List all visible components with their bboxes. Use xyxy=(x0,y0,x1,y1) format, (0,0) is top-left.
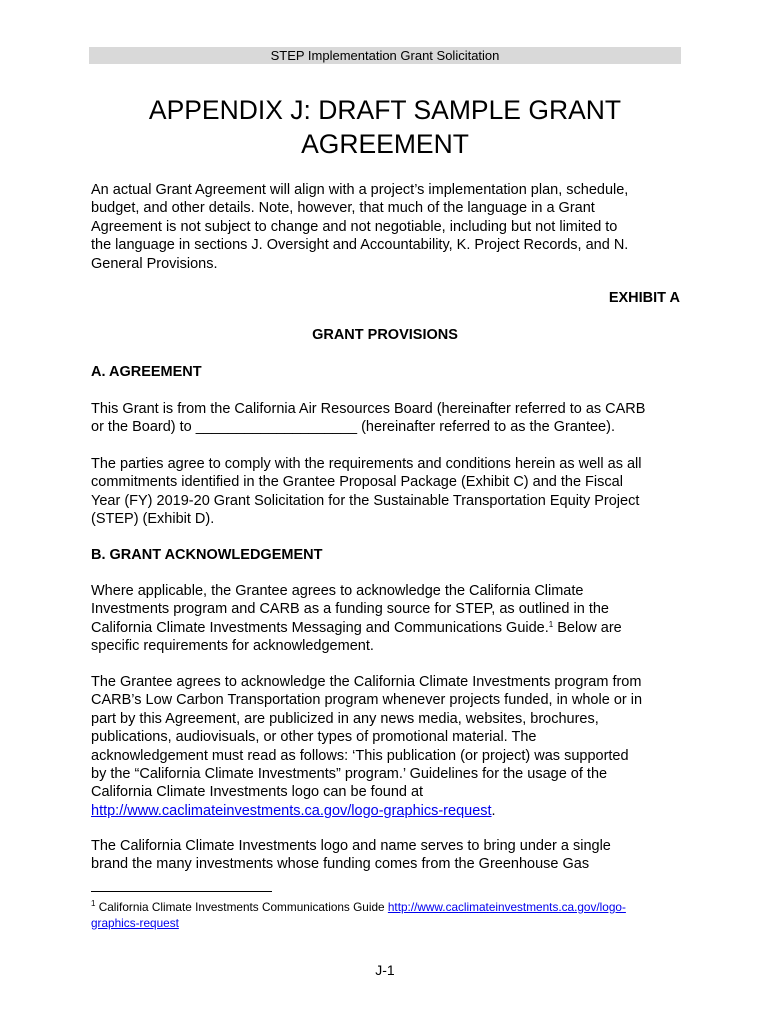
exhibit-label: EXHIBIT A xyxy=(608,290,680,306)
paragraph-line: brand the many investments whose funding comes from the Greenhouse Gas xyxy=(91,856,590,873)
section-b-paragraph-3 xyxy=(91,837,691,874)
paragraph-line: acknowledgement must read as follows: ‘This publication (or project) was supported xyxy=(91,747,629,764)
paragraph-line xyxy=(91,619,691,637)
section-a-heading: A. AGREEMENT xyxy=(91,364,202,380)
paragraph-line: CARB’s Low Carbon Transportation program whenever projects funded, in whole or in xyxy=(91,692,643,709)
section-b-paragraph-2 xyxy=(91,673,691,820)
intro-line: General Provisions. xyxy=(91,255,218,272)
footnote-line xyxy=(91,916,691,932)
intro-line: the language in sections J. Oversight and Accountability, K. Project Records, and N. xyxy=(91,237,629,254)
footnote xyxy=(91,900,691,931)
page-number: J-1 xyxy=(375,962,395,978)
intro-line: Agreement is not subject to change and not negotiable, including but not limited to xyxy=(91,218,618,235)
logo-graphics-request-link[interactable]: http://www.caclimateinvestments.ca.gov/logo-graphics-request xyxy=(91,802,492,819)
footnote-separator xyxy=(91,891,272,892)
footnote-number: 1 xyxy=(91,899,96,908)
paragraph-line: California Climate Investments logo can be found at xyxy=(91,784,424,801)
paragraph-line: publications, audiovisuals, or other types of promotional material. The xyxy=(91,729,537,746)
page-title xyxy=(90,93,680,161)
title-line-1: APPENDIX J: DRAFT SAMPLE GRANT xyxy=(148,95,622,125)
paragraph-line: Year (FY) 2019-20 Grant Solicitation for the Sustainable Transportation Equity Project xyxy=(91,492,640,509)
paragraph-text: California Climate Investments Messaging and Communications Guide. xyxy=(91,619,549,636)
footnote-line xyxy=(91,900,691,916)
paragraph-line: (STEP) (Exhibit D). xyxy=(91,511,215,528)
paragraph-line: The California Climate Investments logo and name serves to bring under a single xyxy=(91,838,611,854)
intro-line: An actual Grant Agreement will align with a project’s implementation plan, schedule, xyxy=(91,182,629,198)
paragraph-text: . xyxy=(491,802,496,819)
paragraph-line: commitments identified in the Grantee Proposal Package (Exhibit C) and the Fiscal xyxy=(91,474,623,491)
paragraph-line: Investments program and CARB as a funding source for STEP, as outlined in the xyxy=(91,601,609,618)
paragraph-line: Where applicable, the Grantee agrees to acknowledge the California Climate xyxy=(91,583,584,599)
paragraph-line: This Grant is from the California Air Resources Board (hereinafter referred to as CARB xyxy=(91,401,646,417)
section-a-paragraph-2 xyxy=(91,455,691,529)
grant-provisions-heading: GRANT PROVISIONS xyxy=(312,327,458,343)
paragraph-line xyxy=(91,802,691,820)
paragraph-line: by the “California Climate Investments” program.’ Guidelines for the usage of the xyxy=(91,766,608,783)
paragraph-line: part by this Agreement, are publicized in any news media, websites, brochures, xyxy=(91,710,599,727)
running-header: STEP Implementation Grant Solicitation xyxy=(89,47,681,64)
paragraph-text: Below are xyxy=(553,619,622,636)
paragraph-line: The Grantee agrees to acknowledge the California Climate Investments program from xyxy=(91,674,642,690)
section-a-paragraph-1 xyxy=(91,400,691,437)
intro-paragraph xyxy=(91,181,691,273)
footnote-reference[interactable]: 1 xyxy=(548,619,554,629)
section-b-paragraph-1 xyxy=(91,582,691,656)
section-b-heading: B. GRANT ACKNOWLEDGEMENT xyxy=(91,547,323,563)
paragraph-line: The parties agree to comply with the requirements and conditions herein as well as all xyxy=(91,456,642,472)
title-line-2: AGREEMENT xyxy=(301,129,469,159)
intro-line: budget, and other details. Note, however, that much of the language in a Grant xyxy=(91,200,595,217)
footnote-text: California Climate Investments Communications Guide xyxy=(95,900,388,914)
paragraph-line: specific requirements for acknowledgement. xyxy=(91,638,374,655)
paragraph-line: or the Board) to ____________________ (hereinafter referred to as the Grantee). xyxy=(91,419,615,436)
footnote-link-continued[interactable]: graphics-request xyxy=(91,915,179,930)
footnote-link[interactable]: http://www.caclimateinvestments.ca.gov/logo- xyxy=(387,900,626,914)
